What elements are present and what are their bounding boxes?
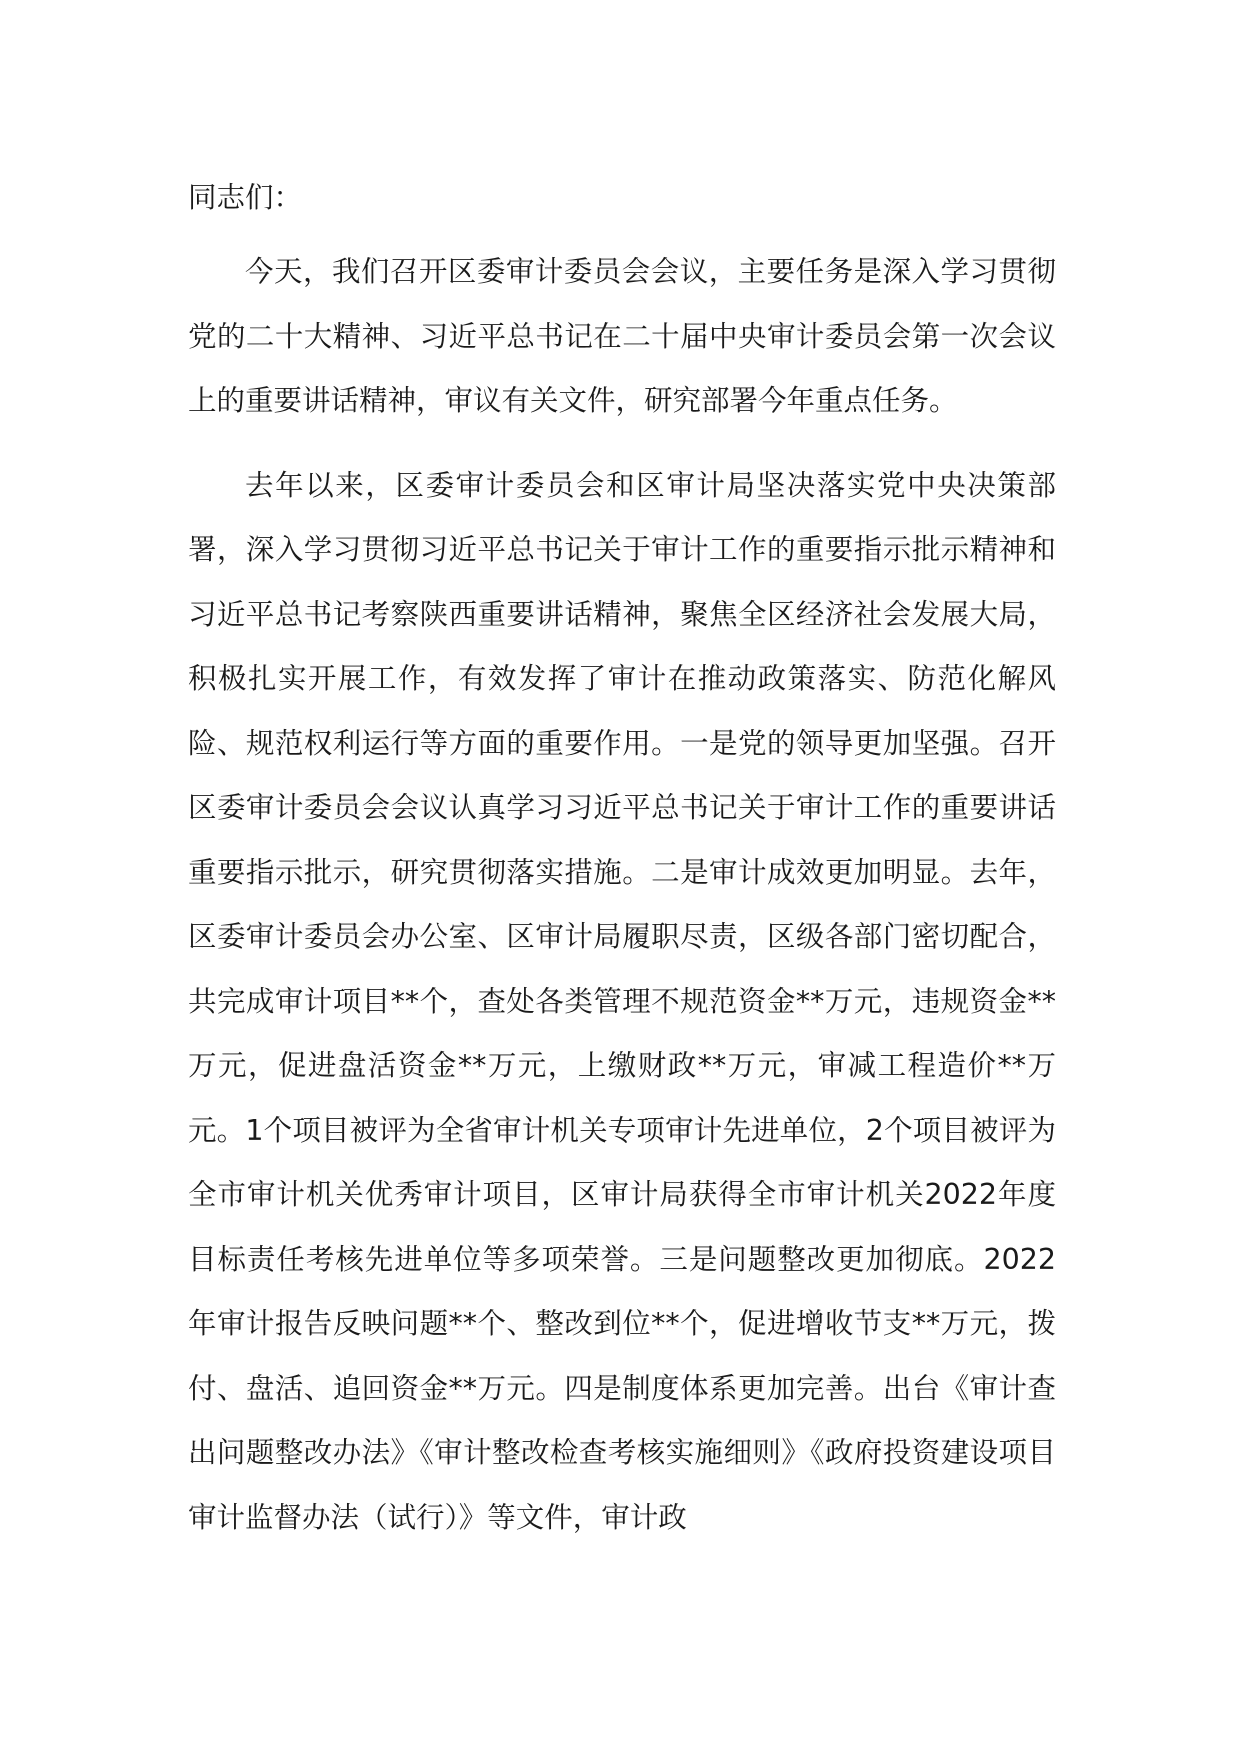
salutation: 同志们： [188, 181, 303, 214]
spacer [188, 228, 1056, 240]
paragraph-review: 去年以来，区委审计委员会和区审计局坚决落实党中央决策部署，深入学习贯彻习近平总书记关于审计工作的重要指示批示精神和习近平总书记考察陕西重要讲话精神，聚焦全区经济社会发展大局，积极扎实开展工作，有效发挥了审计在推动政策落实、防范化解风险、规范权利运行等方面的重要作用。一是党的领导更加坚强。召开区委审计委员会会议认真学习习近平总书记关于审计工作的重要讲话重要指示批示，研究贯彻落实措施。二是审计成效更加明显。去年，区委审计委员会办公室、区审计局履职尽责，区级各部门密切配合，共完成审计项目**个，查处各类管理不规范资金**万元，违规资金**万元，促进盘活资金**万元，上缴财政**万元，审减工程造价**万元。1个项目被评为全省审计机关专项审计先进单位，2个项目被评为全市审计机关优秀审计项目，区审计局获得全市审计机关2022年度目标责任考核先进单位等多项荣誉。三是问题整改更加彻底。2022年审计报告反映问题**个、整改到位**个，促进增收节支**万元，拨付、盘活、追回资金**万元。四是制度体系更加完善。出台《审计查出问题整改办法》《审计整改检查考核实施细则》《政府投资建设项目审计监督办法（试行）》等文件，审计政 [188, 468, 1056, 1534]
paragraph-intro: 今天，我们召开区委审计委员会会议，主要任务是深入学习贯彻党的二十大精神、习近平总书记在二十届中央审计委员会第一次会议上的重要讲话精神，审议有关文件，研究部署今年重点任务。 [188, 255, 1056, 417]
document-body [188, 168, 1056, 1550]
spacer [188, 434, 1056, 454]
